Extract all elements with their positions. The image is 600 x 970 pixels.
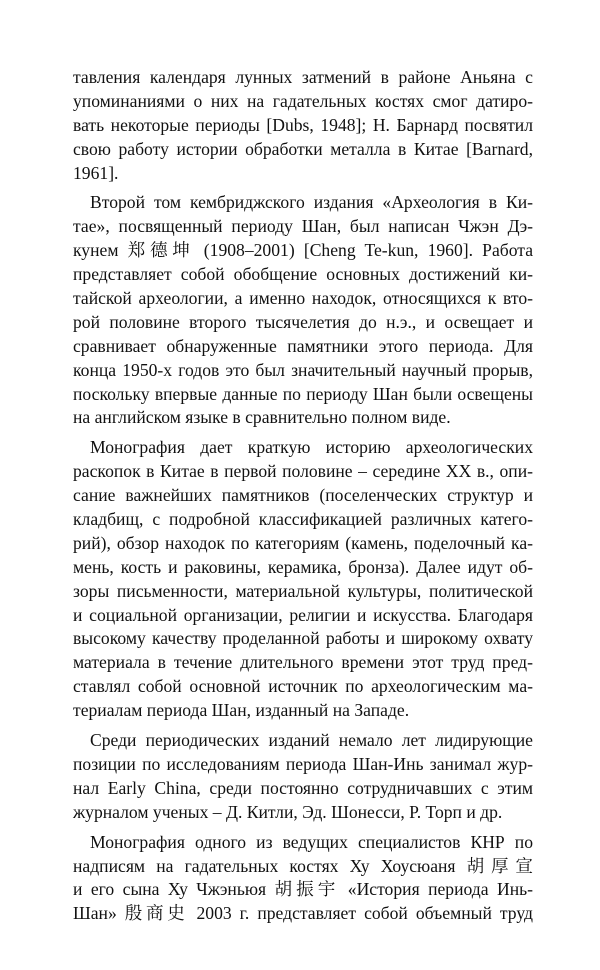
text-line: териалам периода Шан, изданный на Западе. xyxy=(73,700,410,721)
text-line: надписям на гадательных костях Ху Хоусюаня 胡厚宣 xyxy=(73,855,533,876)
text-line: высокому качеству проделанной работы и широкому охвату xyxy=(73,628,533,649)
text-line: рой половине второго тысячелетия до н.э., и освещает и xyxy=(73,311,533,332)
paragraph-3 xyxy=(73,436,533,723)
text-line: материала в течение длительного времени этот труд пред- xyxy=(73,652,533,673)
text-line: упоминаниями о них на гадательных костях смог датиро- xyxy=(73,90,533,111)
text-line: Второй том кембриджского издания «Археология в Ки- xyxy=(90,192,533,213)
paragraph-2 xyxy=(73,191,533,430)
text-line: журналом ученых – Д. Китли, Эд. Шонесси, Р. Торп и др. xyxy=(73,801,503,822)
paragraph-5 xyxy=(73,831,533,927)
text-line: Монография дает краткую историю археологических xyxy=(90,437,533,458)
text-line: представляет собой обобщение основных достижений ки- xyxy=(73,264,533,285)
text-line: тавления календаря лунных затмений в районе Аньяна с xyxy=(73,67,533,87)
text-line: Среди периодических изданий немало лет лидирующие xyxy=(90,730,533,751)
text-line: и социальной организации, религии и искусства. Благодаря xyxy=(73,604,533,625)
text-line: зоры письменности, материальной культуры, политической xyxy=(73,580,533,601)
text-line: и его сына Ху Чжэньюя 胡振宇 «История периода Инь- xyxy=(73,879,533,900)
text-line: нал Early China, среди постоянно сотрудничавших с этим xyxy=(73,777,533,798)
text-line: тае», посвященный периоду Шан, был написан Чжэн Дэ- xyxy=(73,216,533,237)
text-line: мень, кость и раковины, керамика, бронза). Далее идут об- xyxy=(73,556,533,577)
document-page xyxy=(73,66,533,926)
text-line: рий), обзор находок по категориям (камень, поделочный ка- xyxy=(73,532,533,553)
text-line: кладбищ, с подробной классификацией различных катего- xyxy=(73,509,533,530)
text-line: Шан» 殷商史 2003 г. представляет собой объемный труд xyxy=(73,903,533,924)
text-line: тайской археологии, а именно находок, относящихся к вто- xyxy=(73,288,533,309)
text-line: сравнивает обнаруженные памятники этого периода. Для xyxy=(73,335,533,356)
text-line: позиции по исследованиям периода Шан-Инь занимал жур- xyxy=(73,753,533,774)
paragraph-1 xyxy=(73,66,533,185)
text-line: Монография одного из ведущих специалистов КНР по xyxy=(90,831,533,852)
text-line: свою работу истории обработки металла в Китае [Barnard, xyxy=(73,138,533,159)
text-line: ставлял собой основной источник по археологическим ма- xyxy=(73,676,533,697)
paragraph-4 xyxy=(73,729,533,825)
text-line: конца 1950-х годов это был значительный научный прорыв, xyxy=(73,359,533,380)
text-line: сание важнейших памятников (поселенческих структур и xyxy=(73,485,533,506)
text-line: 1961]. xyxy=(73,162,119,183)
text-line: на английском языке в сравнительно полном виде. xyxy=(73,407,451,428)
text-line: вать некоторые периоды [Dubs, 1948]; Н. Барнард посвятил xyxy=(73,114,533,135)
text-line: раскопок в Китае в первой половине – середине XX в., опи- xyxy=(73,461,533,482)
text-line: кунем 郑德坤 (1908–2001) [Cheng Te-kun, 1960]. Работа xyxy=(73,240,533,261)
text-line: поскольку впервые данные по периоду Шан были освещены xyxy=(73,383,533,404)
